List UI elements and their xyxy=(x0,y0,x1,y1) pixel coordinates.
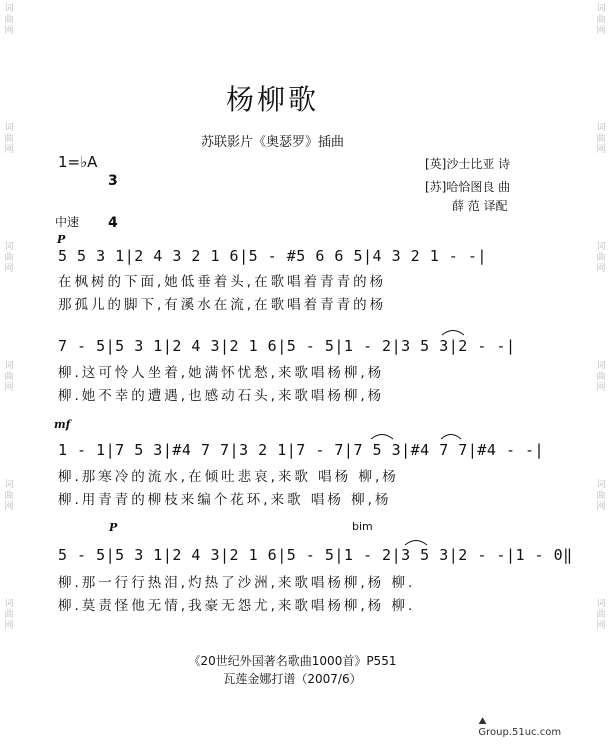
song-subtitle: 苏联影片《奥瑟罗》插曲 xyxy=(200,135,344,150)
watermark-text xyxy=(593,4,609,632)
lyric-line-1-verse-1: 在枫树的下面,她低垂着头,在歌唱着青青的杨 xyxy=(58,274,387,290)
translator-credit: 薛 范 译配 xyxy=(452,199,508,213)
dynamic-marking: P xyxy=(57,233,66,246)
watermark-block: 词 曲 网 xyxy=(596,361,606,393)
watermark-block: 词 曲 网 xyxy=(596,599,606,631)
watermark-right xyxy=(593,0,609,718)
lyric-line-1-verse-2: 那孤儿的脚下,有溪水在流,在歌唱着青青的杨 xyxy=(58,297,387,313)
lyricist-credit: [英]沙士比亚 诗 xyxy=(425,157,511,171)
notation-line-3: 1 - 1|7 5 3|#4 7 7|3 2 1|7 - 7|7 5 3|#4 7 7|#4 - -| xyxy=(58,441,545,459)
bim-marking: bim xyxy=(352,520,373,533)
transcriber-note: 瓦莲金娜打谱（2007/6） xyxy=(223,672,362,686)
dynamic-marking: mf xyxy=(54,418,71,431)
lyric-line-2-verse-1: 柳.这可怜人坐着,她满怀忧愁,来歌唱杨柳,杨 xyxy=(58,365,385,381)
song-title: 杨柳歌 xyxy=(225,83,319,116)
dynamic-marking: P xyxy=(109,521,118,534)
watermark-block: 词 曲 网 xyxy=(4,480,14,512)
watermark-block: 词 曲 网 xyxy=(4,242,14,274)
notation-line-2: 7 - 5|5 3 1|2 4 3|2 1 6|5 - 5|1 - 2|3 5 3|2 - -| xyxy=(58,337,516,355)
lyric-line-4-verse-1: 柳.那一行行热泪,灼热了沙洲,来歌唱杨柳,杨 柳. xyxy=(58,575,416,591)
watermark-block: 词 曲 网 xyxy=(596,242,606,274)
watermark-block: 词 曲 网 xyxy=(4,599,14,631)
watermark-block: 词 曲 网 xyxy=(4,4,14,36)
lyric-line-4-verse-2: 柳.莫责怪他无情,我豪无怨尤,来歌唱杨柳,杨 柳. xyxy=(58,598,416,614)
lyric-line-2-verse-2: 柳.她不幸的遭遇,也感动石头,来歌唱杨柳,杨 xyxy=(58,388,385,404)
time-signature-top: 3 xyxy=(108,173,118,189)
site-logo xyxy=(472,705,561,738)
time-signature-bottom: 4 xyxy=(108,215,118,231)
slur-mark xyxy=(404,538,428,546)
watermark-block: 词 曲 网 xyxy=(596,480,606,512)
key-signature: 1=♭A xyxy=(58,153,98,171)
watermark-block: 词 曲 网 xyxy=(596,123,606,155)
logo-text: Group.51uc.com xyxy=(478,727,562,738)
lyric-line-3-verse-1: 柳.那寒冷的流水,在倾吐悲哀,来歌 唱杨 柳,杨 xyxy=(58,469,399,485)
tempo-marking: 中速 xyxy=(55,215,80,229)
slur-mark xyxy=(370,432,394,440)
logo-icon: ⛰ xyxy=(478,716,487,727)
notation-line-1: 5 5 3 1|2 4 3 2 1 6|5 - #5 6 6 5|4 3 2 1 - -| xyxy=(58,247,487,265)
watermark-block: 词 曲 网 xyxy=(4,361,14,393)
watermark-block: 词 曲 网 xyxy=(4,123,14,155)
source-citation: 《20世纪外国著名歌曲1000首》P551 xyxy=(188,654,397,668)
lyric-line-3-verse-2: 柳.用青青的柳枝来编个花环,来歌 唱杨 柳,杨 xyxy=(58,492,392,508)
composer-credit: [苏]哈恰图良 曲 xyxy=(425,180,511,194)
slur-mark xyxy=(440,432,462,440)
time-signature xyxy=(108,146,118,244)
notation-line-4: 5 - 5|5 3 1|2 4 3|2 1 6|5 - 5|1 - 2|3 5 3|2 - -|1 - 0‖ xyxy=(58,546,573,564)
slur-mark xyxy=(441,328,465,336)
watermark-block: 词 曲 网 xyxy=(596,4,606,36)
